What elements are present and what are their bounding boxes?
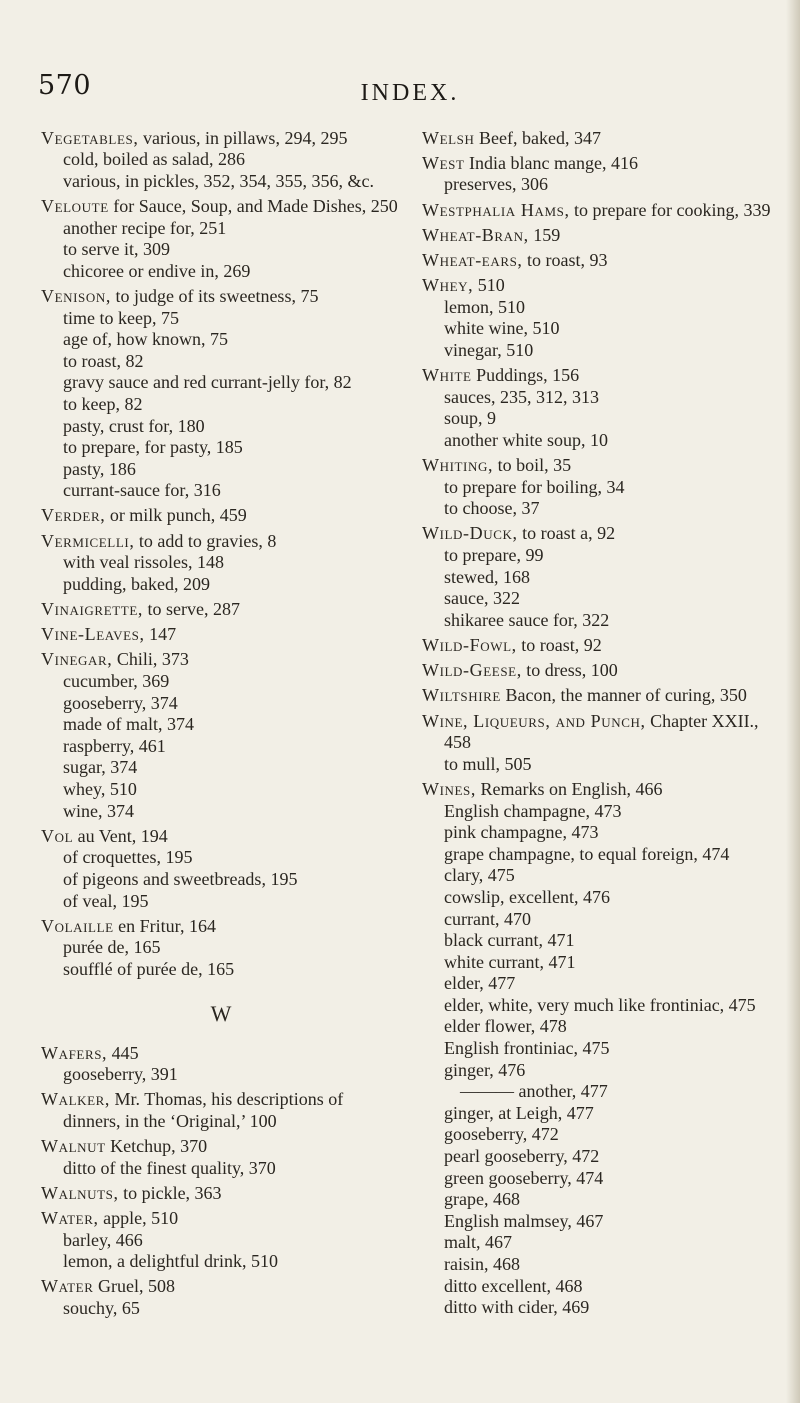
index-entry	[41, 196, 401, 218]
index-entry-heading: Wild-Fowl,	[422, 635, 517, 655]
index-entry	[41, 1183, 401, 1205]
index-subentry: wine, 374	[63, 800, 134, 821]
index-entry-heading: Water	[41, 1276, 94, 1297]
index-entry-heading: Vinaigrette,	[41, 599, 143, 620]
index-subentry: pasty, 186	[63, 458, 136, 479]
index-subentry: made of malt, 374	[63, 714, 194, 735]
index-entry-heading: Walker,	[41, 1089, 111, 1110]
index-entry-heading: Wine, Liqueurs, and Punch,	[422, 710, 646, 731]
index-entry	[41, 128, 401, 150]
index-subentry: pink champagne, 473	[444, 822, 599, 843]
index-subentry: ginger, at Leigh, 477	[444, 1102, 594, 1123]
index-subentry: barley, 466	[63, 1229, 143, 1250]
index-entry-text: apple, 510	[98, 1208, 179, 1229]
section-letter: W	[210, 1000, 232, 1026]
index-entry-text: or milk punch, 459	[105, 505, 247, 526]
index-subentry: of pigeons and sweetbreads, 195	[63, 868, 298, 889]
index-entry-text: to judge of its sweetness, 75	[110, 285, 319, 306]
index-entry-heading: Whiting,	[422, 455, 494, 476]
index-subentry: gravy sauce and red currant-jelly for, 82	[63, 372, 352, 393]
index-entry-text: to prepare for cooking, 339	[569, 199, 771, 220]
index-entry-heading: Vinegar,	[41, 649, 113, 670]
index-entry-text: Chili, 373	[112, 649, 189, 670]
index-entry	[41, 1043, 401, 1065]
index-entry-text: Remarks on English, 466	[475, 778, 663, 799]
index-entry	[41, 1136, 401, 1158]
index-entry	[422, 200, 774, 222]
index-subentry: purée de, 165	[63, 937, 161, 958]
index-subentry: to choose, 37	[444, 498, 540, 519]
index-entry	[422, 711, 774, 754]
index-subentry: raspberry, 461	[63, 735, 166, 756]
index-entry	[422, 660, 774, 682]
index-entry-heading: Venison,	[41, 285, 111, 306]
index-entry	[422, 685, 774, 707]
index-entry-text: Gruel, 508	[93, 1276, 175, 1297]
index-entry-heading: Veloute	[41, 195, 109, 216]
index-entry-text: 510	[473, 275, 505, 296]
index-entry	[41, 624, 401, 646]
index-subentry: green gooseberry, 474	[444, 1167, 604, 1188]
index-entry-heading: Wild-Geese,	[422, 660, 522, 681]
index-entry-text: to serve, 287	[142, 599, 240, 620]
index-subentry: ——— another, 477	[460, 1081, 608, 1102]
index-entry-text: Mr. Thomas, his descriptions of dinners, in the ‘Original,’ 100	[63, 1089, 344, 1131]
index-subentry: of veal, 195	[63, 890, 149, 911]
index-entry-heading: Wheat-ears,	[422, 249, 523, 270]
index-entry-text: to roast, 93	[522, 249, 608, 270]
page-number: 570	[38, 70, 92, 101]
index-subentry: to prepare for boiling, 34	[444, 476, 625, 497]
index-entry	[41, 916, 401, 938]
index-entry-text: various, in pillaws, 294, 295	[138, 127, 348, 148]
page-edge-shadow	[786, 0, 800, 1403]
index-entry-text: to roast, 92	[516, 635, 602, 655]
index-subentry: English champagne, 473	[444, 800, 622, 821]
index-entry-heading: Water,	[41, 1208, 99, 1229]
index-entry-text: to roast a, 92	[517, 523, 616, 544]
index-entry-text: Bacon, the manner of curing, 350	[500, 685, 747, 706]
index-entry	[41, 505, 401, 527]
index-entry-heading: Verder,	[41, 505, 106, 526]
index-subentry: grape champagne, to equal foreign, 474	[444, 843, 730, 864]
index-entry	[41, 826, 401, 848]
index-subentry: English malmsey, 467	[444, 1210, 604, 1231]
index-entry	[422, 153, 774, 175]
index-entry	[41, 1208, 401, 1230]
index-subentry: time to keep, 75	[63, 307, 179, 328]
index-subentry: whey, 510	[63, 778, 137, 799]
index-entry	[422, 275, 774, 297]
index-subentry: another recipe for, 251	[63, 217, 227, 238]
index-entry	[422, 635, 774, 657]
index-subentry: elder, 477	[444, 973, 516, 994]
index-subentry: clary, 475	[444, 865, 515, 886]
index-entry-text: India blanc mange, 416	[464, 152, 638, 173]
index-subentry: elder flower, 478	[444, 1016, 567, 1037]
index-subentry: various, in pickles, 352, 354, 355, 356, &c.	[63, 170, 374, 191]
index-entry	[41, 531, 401, 553]
index-entry-text: au Vent, 194	[73, 825, 168, 846]
index-subentry: pasty, crust for, 180	[63, 415, 205, 436]
index-subentry: with veal rissoles, 148	[63, 552, 224, 573]
index-entry-heading: West	[422, 152, 465, 173]
index-subentry: to prepare, 99	[444, 545, 544, 566]
index-subentry: souchy, 65	[63, 1298, 140, 1318]
index-entry-text: en Fritur, 164	[113, 915, 216, 936]
index-entry-heading: Vine-Leaves,	[41, 624, 145, 645]
index-subentry: another white soup, 10	[444, 429, 608, 450]
index-entry-text: Ketchup, 370	[105, 1136, 208, 1157]
page-title: INDEX.	[360, 80, 460, 106]
index-subentry: lemon, a delightful drink, 510	[63, 1251, 278, 1272]
index-entry-heading: Whey,	[422, 275, 474, 296]
index-entry-heading: Volaille	[41, 915, 114, 936]
index-entry-heading: Welsh	[422, 127, 475, 148]
index-entry-heading: Wiltshire	[422, 685, 501, 706]
index-subentry: cucumber, 369	[63, 671, 170, 691]
index-subentry: sauces, 235, 312, 313	[444, 386, 599, 407]
index-subentry: gooseberry, 472	[444, 1124, 559, 1145]
index-entry-text: for Sauce, Soup, and Made Dishes, 250	[108, 195, 398, 216]
index-entry-text: to boil, 35	[493, 455, 572, 476]
index-subentry: pudding, baked, 209	[63, 573, 210, 594]
index-subentry: ginger, 476	[444, 1059, 526, 1080]
index-subentry: to keep, 82	[63, 393, 143, 414]
index-entry-heading: Vermicelli,	[41, 530, 135, 551]
index-subentry: ditto with cider, 469	[444, 1297, 590, 1318]
index-subentry: of croquettes, 195	[63, 847, 193, 868]
index-entry	[422, 128, 774, 150]
index-entry-heading: Wafers,	[41, 1042, 108, 1063]
index-subentry: soufflé of purée de, 165	[63, 958, 235, 979]
index-entry	[41, 1089, 401, 1132]
index-entry-text: Beef, baked, 347	[474, 127, 601, 148]
index-subentry: white wine, 510	[444, 318, 560, 339]
index-subentry: malt, 467	[444, 1232, 512, 1253]
index-subentry: gooseberry, 391	[63, 1064, 178, 1085]
index-subentry: black currant, 471	[444, 930, 575, 951]
index-entry	[422, 455, 774, 477]
index-entry-text: 445	[107, 1042, 139, 1063]
index-subentry: vinegar, 510	[444, 339, 534, 360]
index-subentry: lemon, 510	[444, 296, 525, 317]
index-subentry: grape, 468	[444, 1189, 520, 1210]
index-subentry: chicoree or endive in, 269	[63, 260, 251, 281]
index-entry	[41, 286, 401, 308]
index-subentry: to serve it, 309	[63, 239, 170, 260]
index-subentry: ditto excellent, 468	[444, 1275, 583, 1296]
index-entry-text: to dress, 100	[521, 660, 618, 681]
index-subentry: white currant, 471	[444, 951, 576, 972]
index-entry-heading: Walnut	[41, 1136, 106, 1157]
index-entry-text: 159	[528, 224, 561, 245]
index-entry	[422, 365, 774, 387]
index-column-left	[41, 124, 401, 1320]
index-entry-text: 147	[144, 624, 177, 645]
index-subentry: sauce, 322	[444, 588, 520, 609]
index-subentry: cold, boiled as salad, 286	[63, 149, 245, 170]
index-subentry: to roast, 82	[63, 350, 144, 371]
index-entry-heading: Westphalia Hams,	[422, 199, 570, 220]
index-subentry: soup, 9	[444, 408, 497, 429]
index-subentry: sugar, 374	[63, 757, 138, 778]
index-subentry: English frontiniac, 475	[444, 1038, 610, 1059]
index-entry-text: to add to gravies, 8	[134, 530, 277, 551]
index-entry	[422, 523, 774, 545]
index-entry	[41, 599, 401, 621]
index-subentry: ditto of the finest quality, 370	[63, 1157, 276, 1178]
index-subentry: shikaree sauce for, 322	[444, 609, 610, 630]
index-entry	[422, 250, 774, 272]
index-entry-heading: Wheat-Bran,	[422, 224, 529, 245]
index-entry	[422, 225, 774, 247]
index-subentry: currant, 470	[444, 908, 531, 929]
index-subentry: preserves, 306	[444, 174, 548, 195]
index-entry-text: Puddings, 156	[471, 365, 580, 386]
index-column-right	[422, 124, 774, 1319]
index-entry-heading: Wines,	[422, 778, 476, 799]
index-entry-heading: Walnuts,	[41, 1182, 119, 1203]
index-subentry: gooseberry, 374	[63, 692, 178, 713]
index-entry	[41, 649, 401, 671]
index-entry-heading: Vol	[41, 825, 74, 846]
index-subentry: raisin, 468	[444, 1254, 520, 1274]
index-subentry: age of, how known, 75	[63, 329, 228, 350]
index-subentry: elder, white, very much like frontiniac, 475	[444, 994, 756, 1015]
index-entry	[422, 779, 774, 801]
index-entry	[41, 1276, 401, 1298]
index-subentry: cowslip, excellent, 476	[444, 886, 610, 907]
index-entry-heading: Wild-Duck,	[422, 523, 518, 544]
index-subentry: currant-sauce for, 316	[63, 480, 221, 501]
index-subentry: stewed, 168	[444, 566, 530, 587]
index-subentry: pearl gooseberry, 472	[444, 1146, 600, 1167]
index-entry-heading: White	[422, 365, 472, 386]
index-entry-text: Chapter XXII., 458	[444, 710, 759, 753]
index-entry-text: to pickle, 363	[118, 1182, 222, 1203]
index-subentry: to mull, 505	[444, 753, 532, 774]
index-entry-heading: Vegetables,	[41, 127, 139, 148]
index-subentry: to prepare, for pasty, 185	[63, 437, 243, 458]
